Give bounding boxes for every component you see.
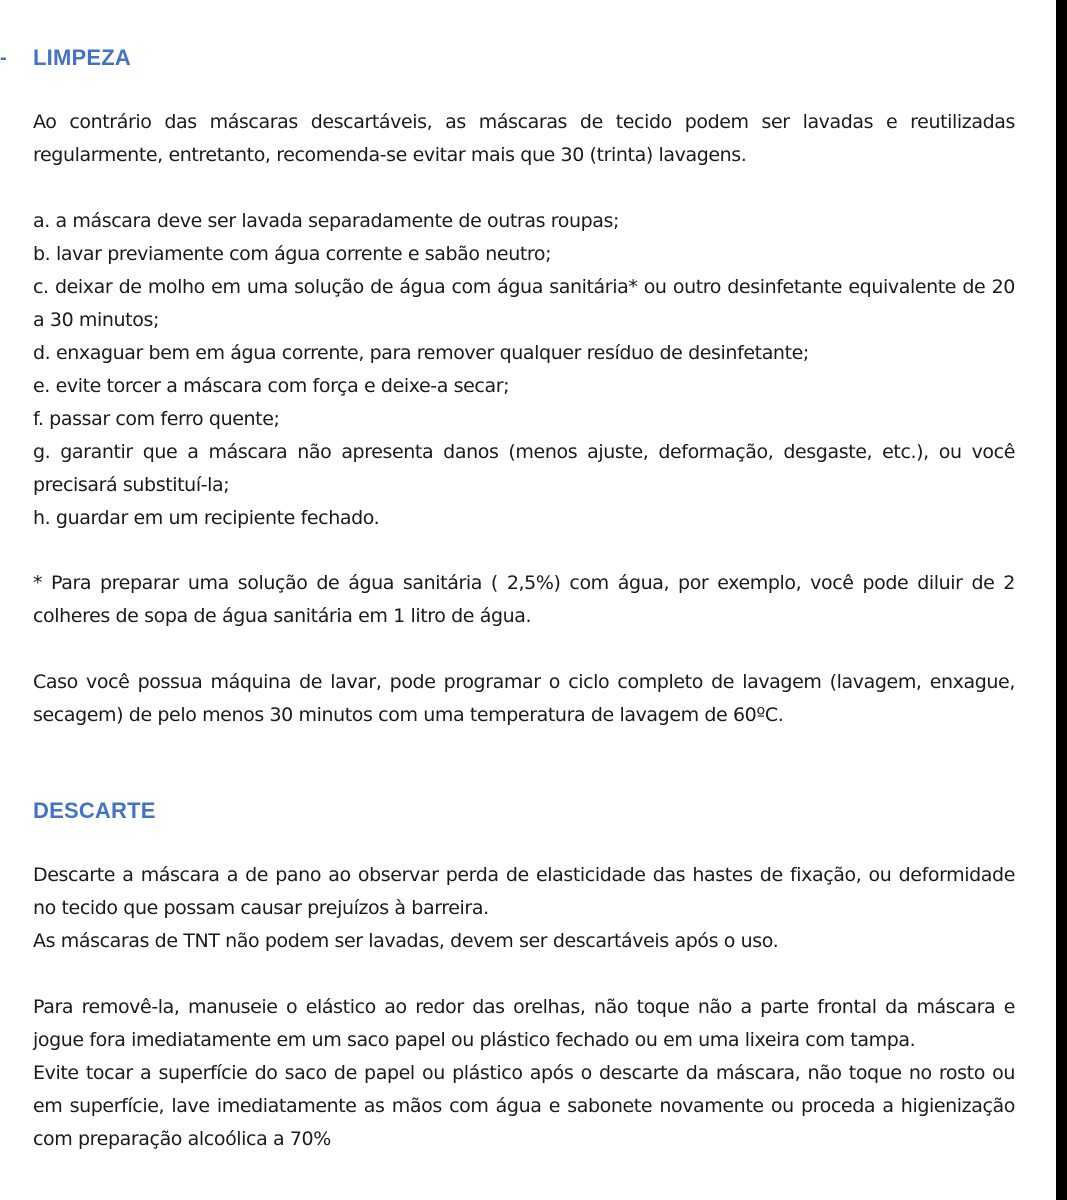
descarte-text: Descarte a máscara a de pano ao observar perda de elasticidade das hastes de fixação, ou deformidade no tecido que possam causar prejuízos à barreira. — [33, 864, 1015, 919]
descarte-text: Evite tocar a superfície do saco de papel ou plástico após o descarte da máscara, não toque no rosto ou em superfície, lave imediatamente as mãos com água e sabonete novamente ou proceda a higienização com preparação alcoólica a 70% — [33, 1062, 1015, 1150]
list-item: f. passar com ferro quente; — [33, 408, 280, 430]
descarte-text: Para removê-la, manuseie o elástico ao redor das orelhas, não toque não a parte frontal da máscara e jogue fora imediatamente em um saco papel ou plástico fechado ou em uma lixeira com tampa. — [33, 996, 1015, 1051]
list-item: d. enxaguar bem em água corrente, para remover qualquer resíduo de desinfetante; — [33, 342, 809, 364]
descarte-paragraph-2 — [33, 991, 1015, 1156]
list-item: a. a máscara deve ser lavada separadamente de outras roupas; — [33, 210, 619, 232]
descarte-paragraph-1 — [33, 859, 1015, 958]
heading-descarte: DESCARTE — [33, 798, 156, 823]
limpeza-intro: Ao contrário das máscaras descartáveis, as máscaras de tecido podem ser lavadas e reutilizadas regularmente, entretanto, recomenda-se evitar mais que 30 (trinta) lavagens. — [33, 111, 1015, 166]
limpeza-machine-note: Caso você possua máquina de lavar, pode programar o ciclo completo de lavagem (lavagem, enxague, secagem) de pelo menos 30 minutos com uma temperatura de lavagem de 60ºC. — [33, 671, 1015, 726]
list-item: c. deixar de molho em uma solução de água com água sanitária* ou outro desinfetante equivalente de 20 a 30 minutos; — [33, 276, 1015, 331]
list-item: b. lavar previamente com água corrente e sabão neutro; — [33, 243, 552, 265]
limpeza-steps-list — [33, 205, 1015, 535]
heading-dash: - — [0, 47, 7, 69]
right-edge-border — [1056, 0, 1067, 1200]
heading-limpeza: LIMPEZA — [33, 45, 131, 70]
list-item: h. guardar em um recipiente fechado. — [33, 507, 380, 529]
list-item: e. evite torcer a máscara com força e deixe-a secar; — [33, 375, 510, 397]
list-item: g. garantir que a máscara não apresenta danos (menos ajuste, deformação, desgaste, etc.), ou você precisará substituí-la; — [33, 441, 1015, 496]
limpeza-footnote: * Para preparar uma solução de água sanitária ( 2,5%) com água, por exemplo, você pode diluir de 2 colheres de sopa de água sanitária em 1 litro de água. — [33, 572, 1015, 627]
descarte-text: As máscaras de TNT não podem ser lavadas, devem ser descartáveis após o uso. — [33, 930, 779, 952]
